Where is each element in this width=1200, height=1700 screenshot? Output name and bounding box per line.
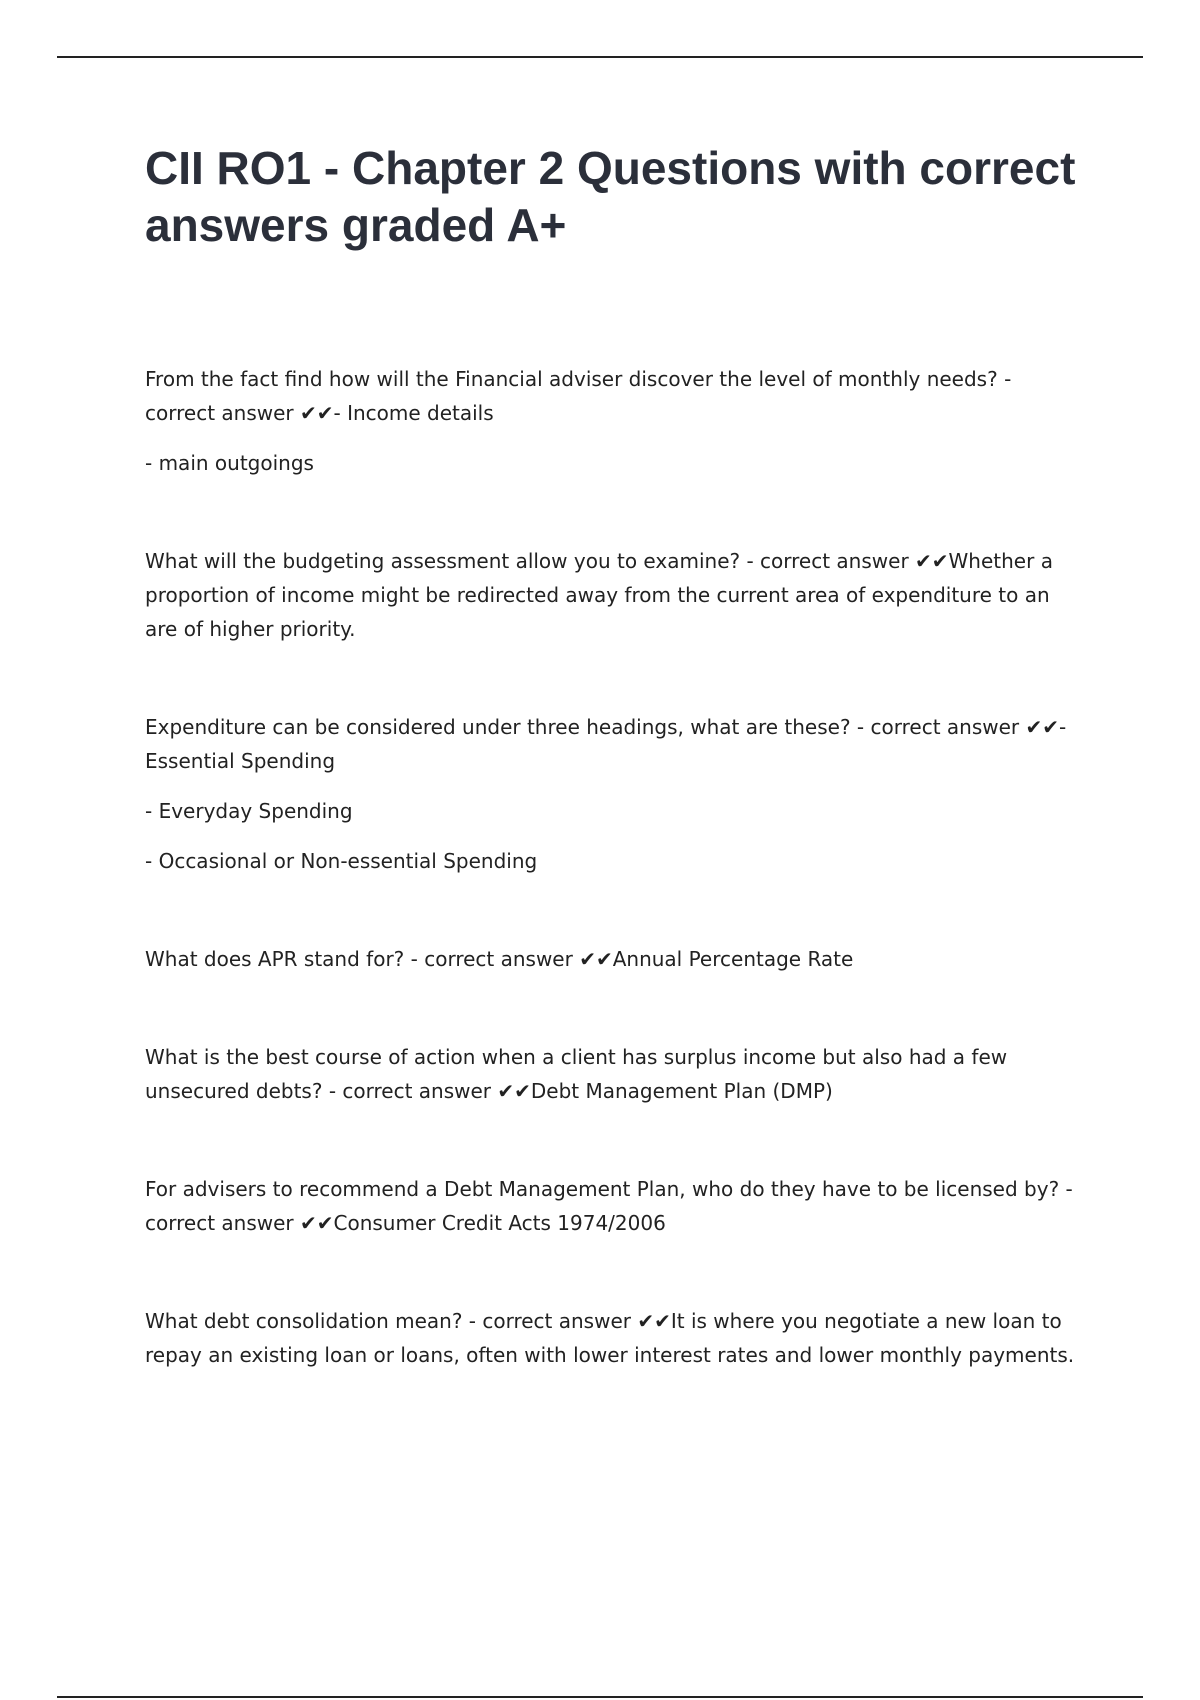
qa-paragraph: For advisers to recommend a Debt Management Plan, who do they have to be licensed by? - correct answer ✔✔Consumer Credit Acts 1974/2006 — [145, 1177, 1073, 1235]
qa-paragraph: What is the best course of action when a client has surplus income but also had a few unsecured debts? - correct answer ✔✔Debt Management Plan (DMP) — [145, 1045, 1008, 1103]
qa-paragraph: - Occasional or Non-essential Spending — [145, 849, 538, 873]
qa-paragraph: Expenditure can be considered under three headings, what are these? - correct answer ✔✔- Essential Spending — [145, 715, 1067, 773]
qa-paragraph: - main outgoings — [145, 451, 314, 475]
bottom-rule — [57, 1696, 1143, 1698]
qa-item — [145, 1172, 1085, 1240]
qa-item — [145, 710, 1085, 878]
qa-paragraph: What does APR stand for? - correct answer ✔✔Annual Percentage Rate — [145, 947, 854, 971]
qa-paragraph: What will the budgeting assessment allow you to examine? - correct answer ✔✔Whether a proportion of income might be redirected away from the current area of expenditure to an are of higher priority. — [145, 549, 1053, 641]
qa-item — [145, 362, 1085, 480]
top-rule — [57, 56, 1143, 58]
qa-item — [145, 942, 1085, 976]
page-title: CII RO1 - Chapter 2 Questions with correct answers graded A+ — [145, 142, 1076, 251]
document-body — [145, 140, 1085, 1436]
qa-paragraph: What debt consolidation mean? - correct answer ✔✔It is where you negotiate a new loan to repay an existing loan or loans, often with lower interest rates and lower monthly payments. — [145, 1309, 1075, 1367]
qa-paragraph: From the fact find how will the Financial adviser discover the level of monthly needs? - correct answer ✔✔- Income details — [145, 367, 1012, 425]
qa-item — [145, 544, 1085, 646]
qa-item — [145, 1304, 1085, 1372]
qa-item — [145, 1040, 1085, 1108]
qa-paragraph: - Everyday Spending — [145, 799, 353, 823]
